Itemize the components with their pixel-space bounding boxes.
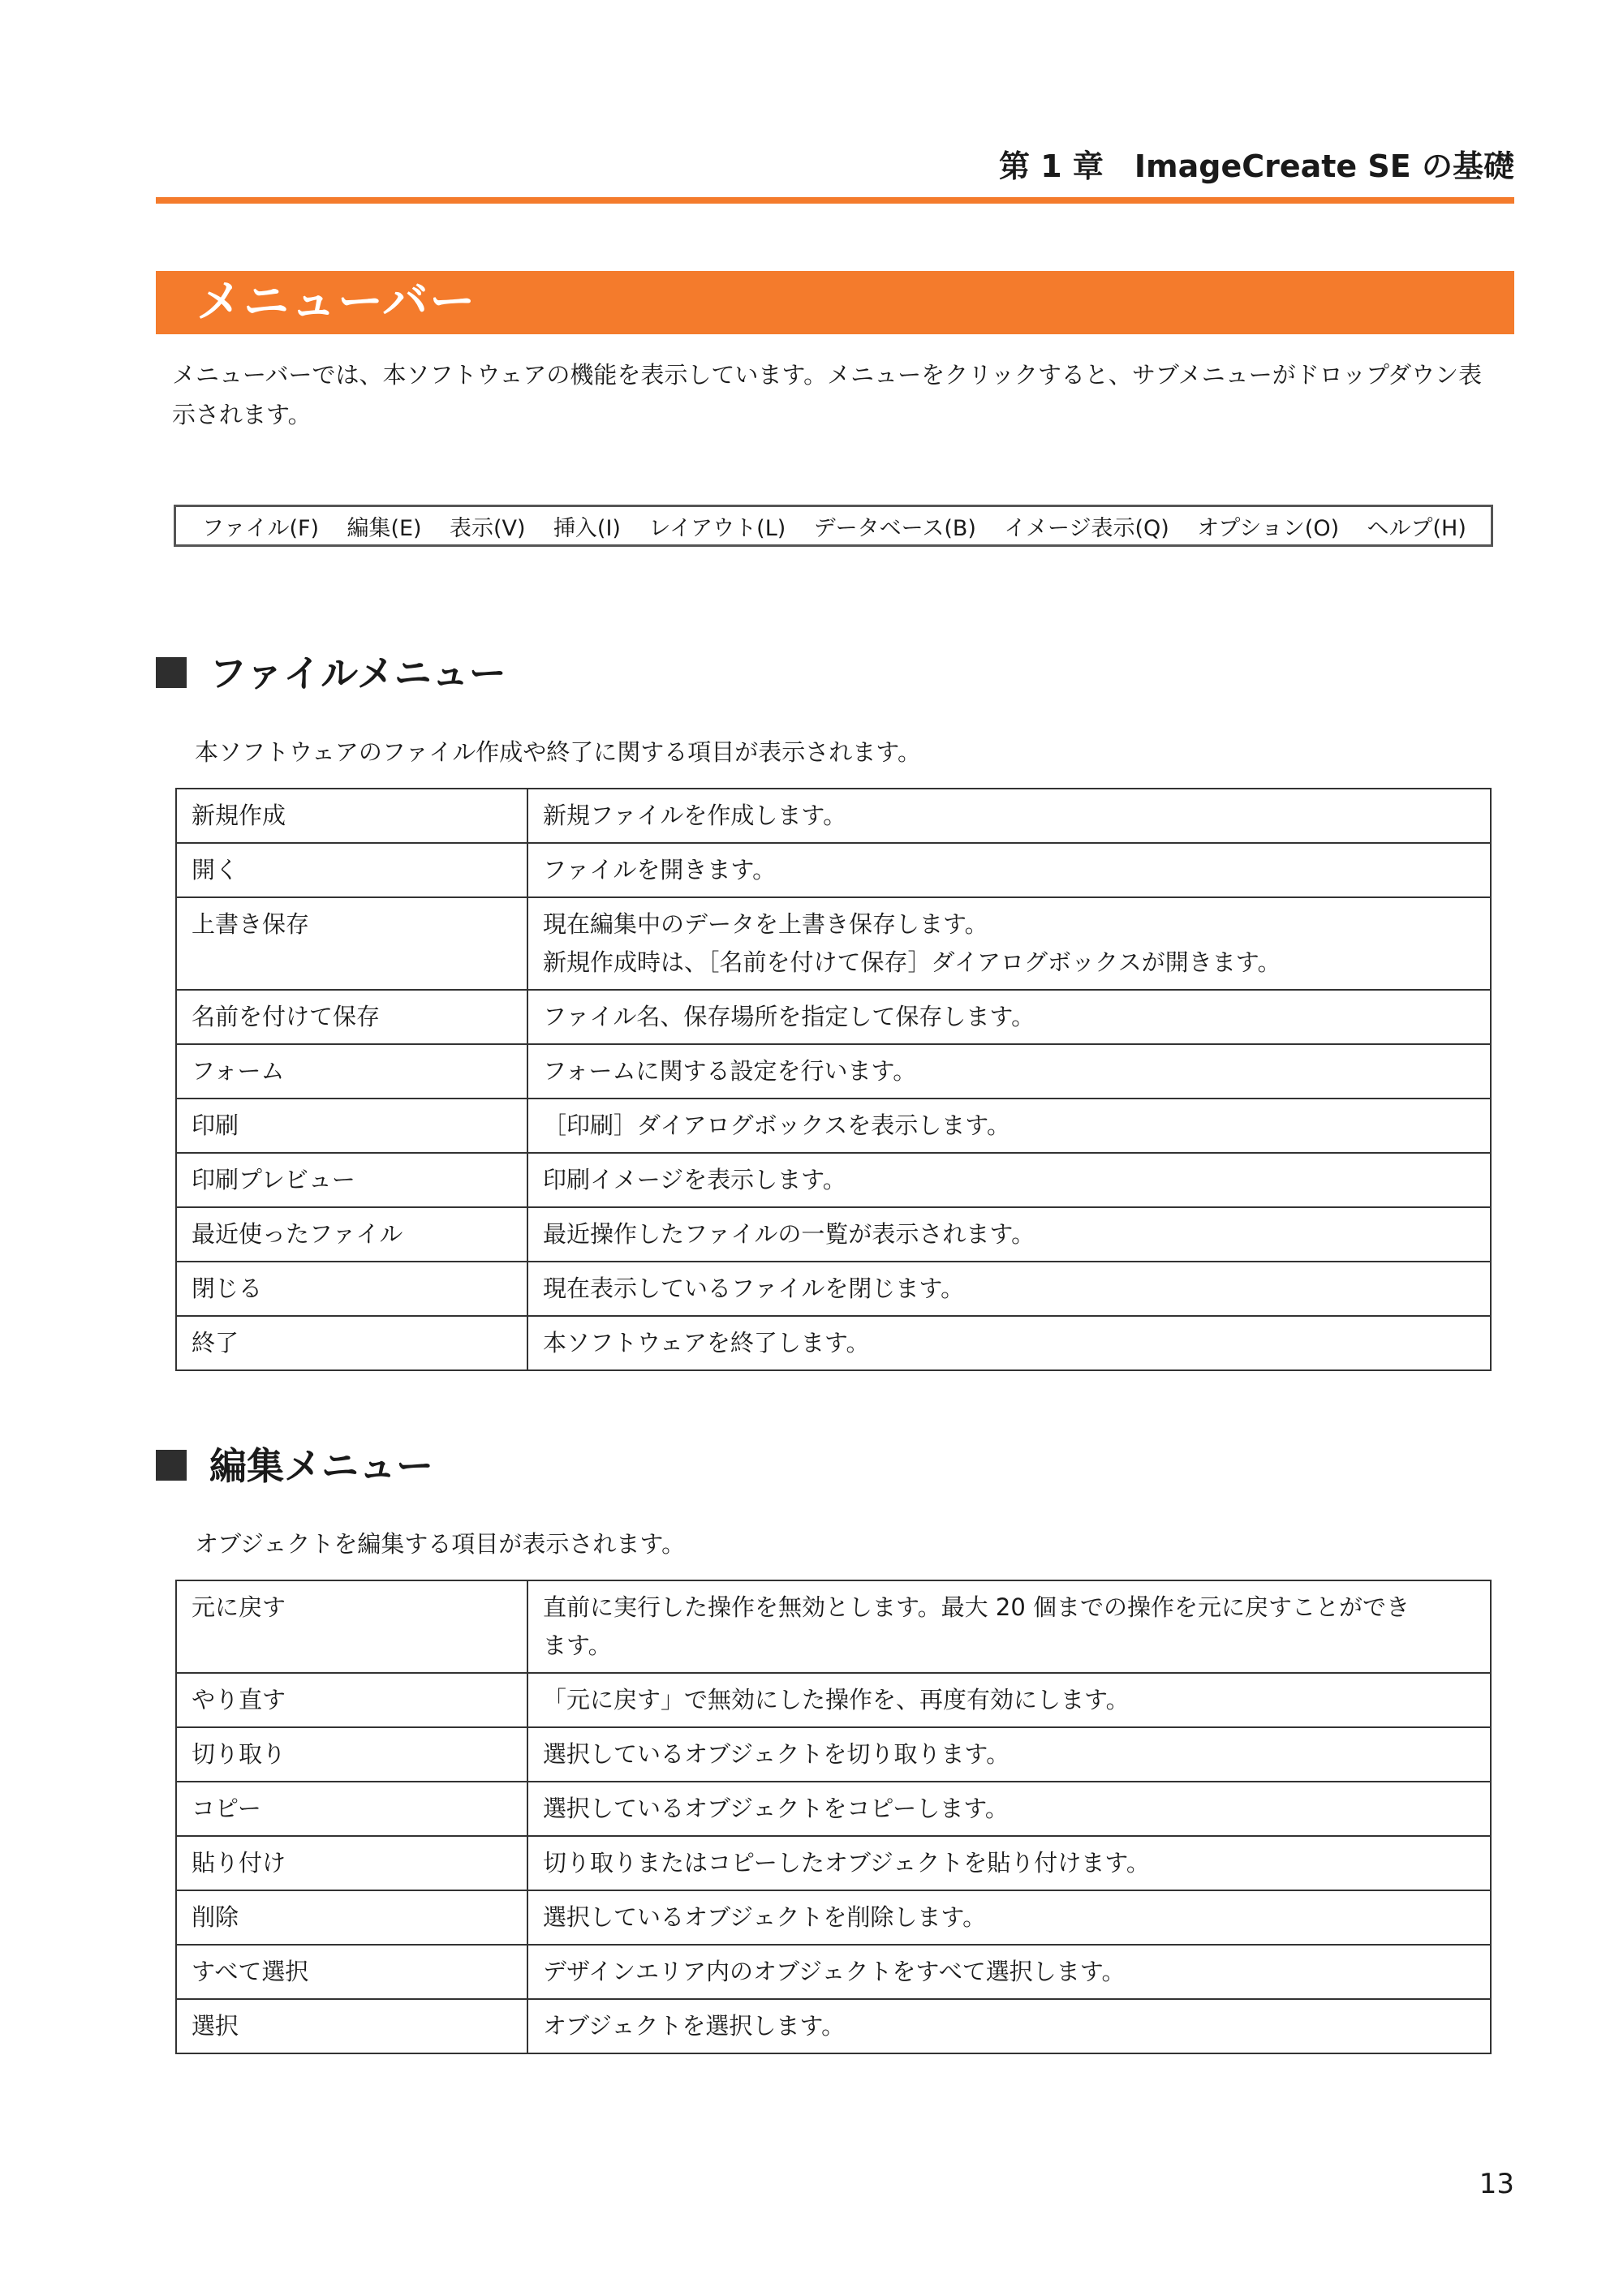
- table-row: [176, 1836, 1491, 1890]
- item-name: フォーム: [176, 1044, 527, 1099]
- item-description: [527, 1153, 1491, 1207]
- description-line: ファイルを開きます。: [543, 856, 777, 884]
- item-description: [527, 1207, 1491, 1262]
- item-description: [527, 1999, 1491, 2053]
- menubar-item: ファイル(F): [202, 515, 320, 541]
- item-description: [527, 1945, 1491, 1999]
- item-name: 開く: [176, 843, 527, 897]
- edit-menu-lead: オブジェクトを編集する項目が表示されます。: [195, 1530, 686, 1558]
- description-line: 印刷イメージを表示します。: [543, 1166, 846, 1193]
- item-name: 貼り付け: [176, 1836, 527, 1890]
- item-description: [527, 1262, 1491, 1316]
- menubar-item: 編集(E): [347, 515, 422, 541]
- table-row: [176, 843, 1491, 897]
- description-line: 切り取りまたはコピーしたオブジェクトを貼り付けます。: [543, 1849, 1150, 1877]
- table-row: [176, 1099, 1491, 1153]
- description-line: ます。: [543, 1632, 612, 1659]
- description-line: ファイル名、保存場所を指定して保存します。: [543, 1003, 1035, 1030]
- section-intro: メニューバーでは、本ソフトウェアの機能を表示しています。メニューをクリックすると、サブメニューがドロップダウン表示されます。: [172, 361, 1483, 428]
- square-bullet-icon: [156, 657, 187, 688]
- description-line: 現在編集中のデータを上書き保存します。: [543, 910, 988, 938]
- table-row: [176, 1782, 1491, 1836]
- table-row: [176, 1044, 1491, 1099]
- table-row: [176, 990, 1491, 1044]
- item-description: [527, 1580, 1491, 1673]
- item-description: [527, 789, 1491, 843]
- description-line: 「元に戻す」で無効にした操作を、再度有効にします。: [543, 1686, 1130, 1713]
- description-line: 本ソフトウェアを終了します。: [543, 1329, 870, 1357]
- table-row: [176, 1580, 1491, 1673]
- file-menu-table: [175, 788, 1492, 1371]
- table-row: [176, 1673, 1491, 1727]
- description-line: 直前に実行した操作を無効とします。最大 20 個までの操作を元に戻すことができ: [543, 1593, 1410, 1621]
- file-menu-heading: [156, 649, 506, 698]
- item-name: 印刷プレビュー: [176, 1153, 527, 1207]
- menubar-item: データベース(B): [813, 515, 976, 541]
- item-description: [527, 1890, 1491, 1945]
- item-name: 選択: [176, 1999, 527, 2053]
- description-line: 選択しているオブジェクトをコピーします。: [543, 1795, 1009, 1822]
- item-name: すべて選択: [176, 1945, 527, 1999]
- table-row: [176, 1999, 1491, 2053]
- description-line: フォームに関する設定を行います。: [543, 1057, 917, 1085]
- table-row: [176, 1153, 1491, 1207]
- item-name: 元に戻す: [176, 1580, 527, 1673]
- table-row: [176, 897, 1491, 990]
- table-row: [176, 789, 1491, 843]
- item-name: やり直す: [176, 1673, 527, 1727]
- item-name: コピー: [176, 1782, 527, 1836]
- item-description: [527, 1782, 1491, 1836]
- table-row: [176, 1945, 1491, 1999]
- description-line: 新規ファイルを作成します。: [543, 802, 847, 829]
- item-name: 閉じる: [176, 1262, 527, 1316]
- menubar-item: オプション(O): [1197, 515, 1340, 541]
- item-description: [527, 897, 1491, 990]
- description-line: 最近操作したファイルの一覧が表示されます。: [543, 1220, 1035, 1248]
- menubar-item: 表示(V): [449, 515, 526, 541]
- item-name: 印刷: [176, 1099, 527, 1153]
- item-name: 切り取り: [176, 1727, 527, 1782]
- item-description: [527, 1316, 1491, 1370]
- edit-menu-heading: [156, 1442, 433, 1490]
- description-line: 新規作成時は、［名前を付けて保存］ダイアログボックスが開きます。: [543, 948, 1281, 976]
- file-menu-lead: 本ソフトウェアのファイル作成や終了に関する項目が表示されます。: [195, 738, 921, 766]
- item-description: [527, 990, 1491, 1044]
- description-line: デザインエリア内のオブジェクトをすべて選択します。: [543, 1958, 1126, 1985]
- edit-menu-title: 編集メニュー: [209, 1444, 433, 1488]
- item-name: 終了: [176, 1316, 527, 1370]
- description-line: 選択しているオブジェクトを削除します。: [543, 1903, 987, 1931]
- table-row: [176, 1207, 1491, 1262]
- item-name: 上書き保存: [176, 897, 527, 990]
- item-description: [527, 1099, 1491, 1153]
- table-row: [176, 1890, 1491, 1945]
- table-row: [176, 1727, 1491, 1782]
- square-bullet-icon: [156, 1450, 187, 1481]
- description-line: 選択しているオブジェクトを切り取ります。: [543, 1740, 1010, 1768]
- chapter-divider: [156, 197, 1514, 204]
- description-line: オブジェクトを選択します。: [543, 2012, 846, 2040]
- section-title-band: [156, 271, 1514, 334]
- menubar-item: ヘルプ(H): [1367, 515, 1466, 541]
- description-line: ［印刷］ダイアログボックスを表示します。: [543, 1111, 1010, 1139]
- edit-menu-table: [175, 1580, 1492, 2054]
- menubar-item: イメージ表示(Q): [1004, 515, 1169, 541]
- item-description: [527, 1727, 1491, 1782]
- item-description: [527, 1044, 1491, 1099]
- item-name: 最近使ったファイル: [176, 1207, 527, 1262]
- menubar-item: レイアウト(L): [648, 515, 786, 541]
- item-name: 名前を付けて保存: [176, 990, 527, 1044]
- item-description: [527, 1836, 1491, 1890]
- page-number: 13: [1479, 2168, 1514, 2200]
- menubar-illustration: [174, 505, 1493, 547]
- item-name: 削除: [176, 1890, 527, 1945]
- section-title: メニューバー: [196, 276, 477, 329]
- menubar-item: 挿入(I): [553, 515, 621, 541]
- description-line: 現在表示しているファイルを閉じます。: [543, 1275, 965, 1302]
- chapter-header: 第 1 章 ImageCreate SE の基礎: [998, 148, 1514, 184]
- item-description: [527, 843, 1491, 897]
- file-menu-title: ファイルメニュー: [209, 651, 506, 695]
- item-description: [527, 1673, 1491, 1727]
- item-name: 新規作成: [176, 789, 527, 843]
- table-row: [176, 1262, 1491, 1316]
- table-row: [176, 1316, 1491, 1370]
